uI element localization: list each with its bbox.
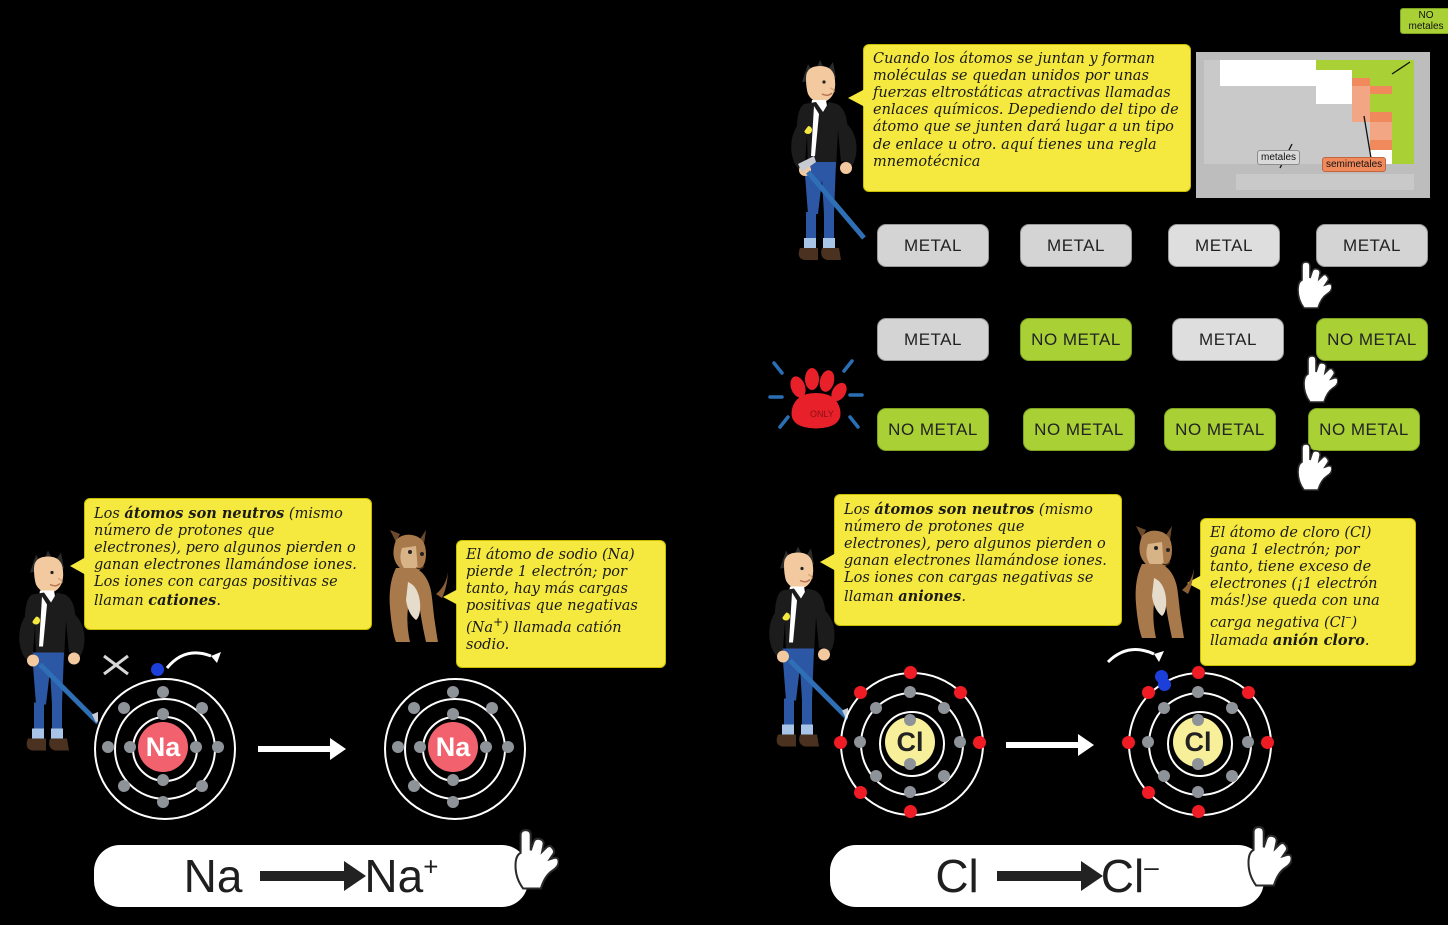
electron [392,741,404,753]
electron-outer [1261,736,1274,749]
pill-label: NO METAL [1319,419,1409,439]
pill-row2-col2[interactable] [1020,318,1132,361]
pill-label: NO METAL [1031,329,1121,349]
electron-outer [1122,736,1135,749]
electron [486,702,498,714]
electron [408,702,420,714]
pill-label: METAL [904,235,962,255]
electron [904,758,916,770]
electron [870,770,882,782]
electron-outer [1192,805,1205,818]
pill-label: NO METAL [1175,419,1265,439]
transform-arrow-sodium [258,746,332,752]
pill-row2-col1[interactable] [877,318,989,361]
character-boy-top [778,52,870,302]
electron [447,796,459,808]
capsule-left-label: Na [183,850,243,902]
pill-row1-col3[interactable] [1168,224,1280,267]
chlorine-atom-before [840,672,984,816]
electron [157,708,169,720]
nucleus-chlorine: Cl [1173,717,1223,767]
electron [190,741,202,753]
svg-text:ONLY: ONLY [810,409,834,419]
pointer-hand-row3 [1290,440,1332,496]
electron [447,774,459,786]
capsule-left-label: Cl [935,850,979,902]
capsule-arrow [997,871,1083,881]
chlorine-boy-bubble-text: Los átomos son neutros (mismo número de protones que electrones), pero algunos pierden o ganan electrones llamándose iones. Los iones con cargas negativas se llaman aniones. [844,501,1107,605]
electron-outer [1142,686,1155,699]
nucleus-sodium: Na [428,722,478,772]
character-boy-chlorine [756,536,848,791]
electron [904,714,916,726]
electron [157,774,169,786]
electron [1192,686,1204,698]
electron [124,741,136,753]
pill-label: METAL [1195,235,1253,255]
pointer-hand-chlorine-capsule [1238,822,1292,892]
pill-row1-col1[interactable] [877,224,989,267]
electron [1192,714,1204,726]
capsule-arrow [260,871,346,881]
electron [196,702,208,714]
electron [954,736,966,748]
electron-outer [1192,666,1205,679]
capsule-right-label: Na+ [364,850,439,902]
electron [1158,702,1170,714]
electron-outer [954,686,967,699]
sodium-atom-before [94,678,236,820]
pointer-hand-row2 [1296,352,1338,408]
pill-label: METAL [1047,235,1105,255]
electron-outer [1142,786,1155,799]
electron [938,702,950,714]
transform-arrow-head-sodium [330,738,346,760]
electron [1226,702,1238,714]
intro-bubble-text: Cuando los átomos se juntan y forman moléculas se quedan unidos por unas fuerzas eltrostáticas atractivas llamadas enlaces químicos. Depediendo del tipo de átomo que se junten dará lugar a un tipo de enlace u otro. aquí tienes una regla mnemotécnica [873,51,1179,170]
periodic-table-mini [1196,52,1430,198]
chlorine-atom-after [1128,672,1272,816]
electron [938,770,950,782]
character-boy-sodium [6,540,98,795]
tag-semimetales: semimetales [1322,157,1386,172]
electron [502,741,514,753]
sodium-dog-bubble [456,540,666,668]
intro-speech-bubble [863,44,1191,192]
pill-row3-col2[interactable] [1023,408,1135,451]
sodium-boy-bubble-text: Los átomos son neutros (mismo número de protones que electrones), pero algunos pierden o ganan electrones llamándose iones. Los iones con cargas positivas se llaman cationes. [94,505,357,609]
electron [870,702,882,714]
electron [904,786,916,798]
electron [1192,786,1204,798]
chlorine-dog-bubble [1200,518,1416,666]
electron [1158,770,1170,782]
pickaxe-hit-marker-sodium [100,650,140,684]
electron-outer [904,805,917,818]
pointer-hand-sodium-capsule [505,825,559,895]
pill-row3-col1[interactable] [877,408,989,451]
capsule-right-label: Cl– [1100,850,1159,902]
nucleus-sodium: Na [138,722,188,772]
electron [1226,770,1238,782]
sodium-dog-bubble-text: El átomo de sodio (Na) pierde 1 electrón; por tanto, hay más cargas positivas que negativas (Na+) llamada catión sodio. [466,547,638,654]
electron [904,686,916,698]
sodium-boy-bubble [84,498,372,630]
electron [414,741,426,753]
electron [118,702,130,714]
nucleus-chlorine: Cl [885,717,935,767]
pill-label: METAL [1199,329,1257,349]
electron [408,780,420,792]
electron [1142,736,1154,748]
pill-label: METAL [1343,235,1401,255]
electron [1242,736,1254,748]
electron [157,796,169,808]
chlorine-boy-bubble [834,494,1122,626]
electron [157,686,169,698]
electron-gained-shell [1158,678,1171,691]
electron [854,736,866,748]
pill-row1-col2[interactable] [1020,224,1132,267]
pill-label: NO METAL [1327,329,1417,349]
electron-outer [904,666,917,679]
electron-outer [973,736,986,749]
pill-label: METAL [904,329,962,349]
character-dog-chlorine [1112,524,1200,646]
pill-label: NO METAL [888,419,978,439]
chlorine-dog-bubble-text: El átomo de cloro (Cl) gana 1 electrón; por tanto, tiene exceso de electrones (¡1 electrón más!)se queda con una carga negativa (Cl–) llamada anión cloro. [1210,525,1380,650]
electron-outer [1242,686,1255,699]
electron [480,741,492,753]
pill-label: NO METAL [1034,419,1124,439]
pointer-hand-row1 [1290,258,1332,314]
pill-row2-col3[interactable] [1172,318,1284,361]
electron [196,780,208,792]
pill-row1-col4[interactable] [1316,224,1428,267]
electron [1192,758,1204,770]
electron [447,686,459,698]
tag-no-metales: NO metales [1400,8,1448,34]
electron [447,708,459,720]
chlorine-result-capsule [830,845,1264,907]
paw-print-icon [762,345,872,445]
pill-row3-col3[interactable] [1164,408,1276,451]
electron [102,741,114,753]
electron [212,741,224,753]
electron-transfer-arrow-sodium [163,640,233,684]
sodium-atom-after [384,678,526,820]
transform-arrow-chlorine [1006,742,1080,748]
transform-arrow-head-chlorine [1078,734,1094,756]
electron-outer [854,786,867,799]
electron-outer [834,736,847,749]
electron [118,780,130,792]
sodium-result-capsule [94,845,528,907]
tag-metales: metales [1257,150,1300,165]
character-dog-sodium [366,528,454,650]
electron-outer [854,686,867,699]
